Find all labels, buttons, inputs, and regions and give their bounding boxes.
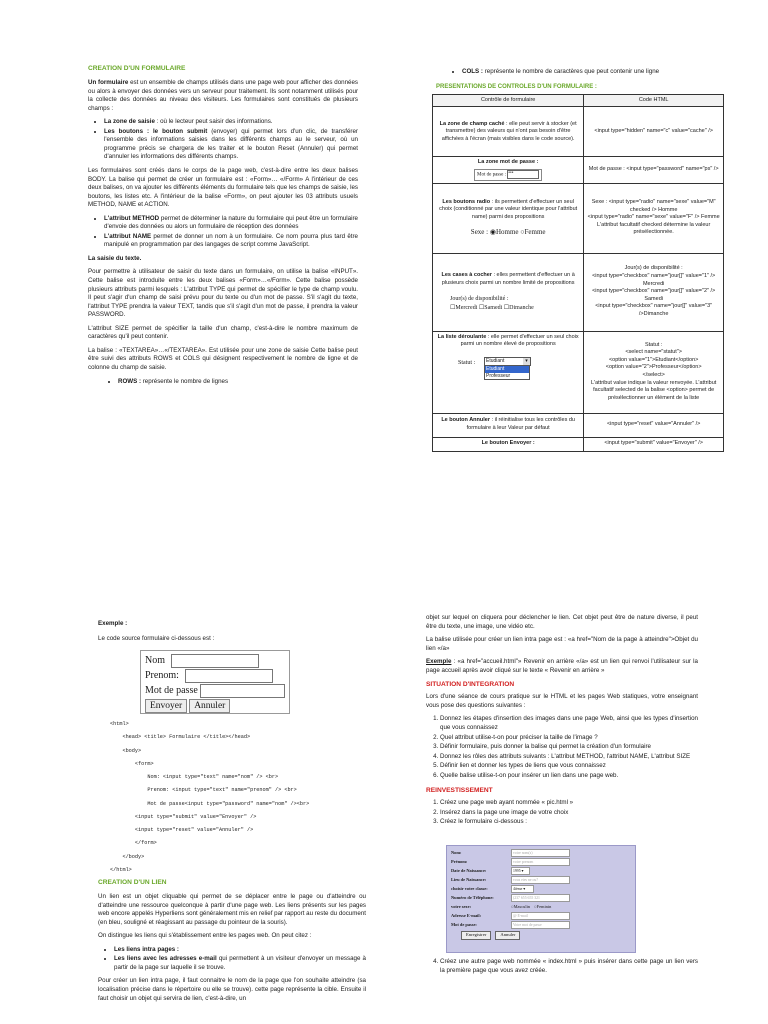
password-field[interactable]	[507, 170, 539, 179]
radio-option: Homme	[495, 227, 519, 236]
checkbox-icon[interactable]: ☐	[478, 304, 485, 311]
html-code-block: <html> <head> <title> Formulaire </title></head> <body> <form> Nom: <input type="text" name="nom" /> <br> Prenom: <input type="text" name="prenom" /> <br> Mot de passe<input type="password" name="nom" /><br> <input type="submit" value="Envoyer" /> <input type="reset" value="Annuler" /> </form> </body> </html>	[110, 721, 310, 873]
field-label: Nom:	[451, 850, 462, 856]
text: : «a href="accueil.html"» Revenir en arrière «/a» est un lien qui renvoi l'utilisateur sur la page accueil après avoir cliqué sur le texte « Revenir en arrière »	[426, 658, 698, 674]
column-header: Code HTML	[584, 94, 724, 107]
task-list	[426, 799, 698, 827]
list-item	[104, 128, 358, 162]
code-line: <input type="checkbox" name="jour[]" value="1" />	[592, 273, 716, 280]
bold-term: La zone de saisie	[104, 118, 155, 126]
bullet-list	[88, 378, 358, 387]
controls-table	[432, 94, 724, 452]
paragraph	[426, 658, 698, 675]
form-row	[145, 698, 285, 713]
form-row	[451, 876, 631, 885]
list-item: 4. Créez une autre page web nommée « index.html » puis insérer dans cette page un lien vers la première page que vous avez créée.	[440, 958, 698, 975]
code-line: <input type="checkbox" name="jour[]" value="2" />	[592, 288, 716, 295]
list-item: 6. Quelle balise utilise-t-on pour insérer un lien dans une page web.	[440, 772, 698, 781]
code-line: L'attribut facultatif checked détermine la valeur présélectionnée.	[597, 221, 711, 236]
text: : elle peut servir à stocker (et transmettre) des valeurs qui n'ont pas besoin d'être affichées à l'écran (mais visibles dans le code source).	[441, 120, 577, 142]
select-value: 4ième	[513, 887, 523, 891]
table-cell: <input type="hidden" name="c" value="cache" />	[584, 107, 724, 157]
prenom-input[interactable]	[185, 669, 273, 683]
page2-left-lower	[98, 878, 366, 1008]
bold-term: Le bouton Envoyer :	[481, 440, 535, 447]
section-title-reinvestissement: REINVESTISSEMENT	[426, 787, 493, 795]
bold-term: Le bouton Annuler	[441, 417, 490, 424]
bold-term: COLS :	[462, 68, 483, 75]
list-item: 3. Définir formulaire, puis donner la balise qui permet la création d'un formulaire	[440, 743, 698, 752]
prenom-input[interactable]: votre prenom	[511, 858, 570, 866]
table-cell	[433, 107, 584, 157]
text: : ils permettent d'effectuer un seul choix (conditionné par une valeur identique pour l'attribut name) parmi des propositions	[439, 198, 578, 220]
list-item: 1. Créez une page web ayant nommée « pic.html »	[440, 799, 698, 808]
form-row	[451, 893, 631, 902]
nom-input[interactable]	[171, 654, 259, 668]
form-row	[451, 902, 631, 911]
form-row	[451, 885, 631, 894]
paragraph: Le code source formulaire ci-dessous est :	[98, 634, 215, 642]
field-label: Prenom:	[145, 669, 179, 681]
code-line: <select name="statut">	[625, 349, 682, 356]
paragraph: On distingue les liens qui s'établissement entre les pages web. On peut citez :	[98, 932, 312, 940]
nom-input[interactable]: votre nom(s)	[511, 849, 570, 857]
chevron-down-icon: ▾	[523, 358, 530, 365]
form-row	[451, 867, 631, 876]
bullet-list	[88, 215, 358, 250]
code-line: Sexe : <input type="radio" name="sexe" value="M" checked /> Homme	[591, 199, 716, 213]
radio-checked-icon[interactable]: ◉	[489, 227, 496, 236]
table-row	[433, 413, 724, 437]
text: : elles permettent d'effectuer un à plusieurs choix parmi un nombre limité de propositions	[441, 272, 575, 286]
table-cell	[433, 253, 584, 331]
radio-option: Feminin	[536, 903, 552, 909]
bold-term: Les cases à cocher	[441, 272, 492, 279]
bold-term: Les boutons radio	[442, 198, 491, 205]
table-cell	[584, 331, 724, 413]
bold-term: Les boutons : le bouton submit	[104, 127, 208, 135]
select-value: 1995	[513, 869, 521, 874]
field-label: Mot de passe:	[451, 921, 477, 927]
table-row	[433, 183, 724, 253]
text: permet de déterminer la nature du formulaire qui peut être un formulaire d'envoie des données ou alors un formulaire de réception des données	[104, 214, 358, 231]
bold-term: La liste déroulante	[437, 333, 487, 340]
paragraph: La balise utilisée pour créer un lien intra page est : «a href="Nom de la page à atteindre">Objet du lien «/a»	[426, 636, 698, 652]
code-line: Statut :	[644, 341, 663, 348]
radio-unchecked-icon[interactable]: ○	[534, 903, 537, 909]
code-line: <input type="checkbox" name="jour[]" value="3" />Dimanche	[595, 303, 713, 317]
page2-left-column	[98, 620, 366, 643]
list-item: 1. Donnez les étapes d'insertion des images dans une page Web, ainsi que les types d'insertion que vous connaissez	[440, 715, 698, 732]
text: permet de donner un nom à un formulaire. Ce nom pourra plus tard être manipulé en programmation par des langages de script comme JavaScript.	[104, 232, 359, 249]
checkbox-option: Mercredi	[455, 304, 478, 311]
list-item	[114, 955, 366, 972]
page2-right-column	[426, 614, 698, 831]
checkbox-icon[interactable]: ☐	[503, 304, 510, 311]
field-label: Nom	[145, 654, 165, 666]
list-item: 5. Définir lien et donner les types de liens que vous connaissez	[440, 762, 698, 771]
field-label: Lieu de Naissance:	[451, 877, 487, 883]
exemple-heading	[98, 620, 366, 629]
table-cell	[433, 437, 584, 451]
table-row	[433, 157, 724, 183]
table-row	[433, 107, 724, 157]
subheading	[88, 255, 358, 264]
table-cell	[584, 253, 724, 331]
code-line: <option value="1">Etudiant</option>	[608, 356, 699, 363]
bold-term: La zone mot de passe :	[477, 159, 539, 166]
section-title-lien: CREATION D'UN LIEN	[98, 879, 167, 886]
annuler-button[interactable]: Annuler	[495, 931, 520, 939]
code-line: </select>	[642, 372, 665, 378]
field-label: Numéro de Téléphone:	[451, 894, 494, 900]
text: (envoyer) qui permet lors d'un clic, de transférer l'ensemble des informations saisies dans les différents champs au le serveur, où un programme précis se chargera de les traiter et le bouton Reset (Annuler) qui permet d'annuler les informations des différents champs.	[104, 127, 358, 161]
list-item	[104, 118, 358, 127]
form-row	[451, 920, 631, 929]
table-cell: <input type="reset" value="Annuler" />	[584, 413, 724, 437]
bold-term: ROWS :	[118, 377, 142, 385]
radio-unchecked-icon[interactable]: ○	[520, 227, 525, 236]
form-row	[145, 653, 285, 668]
bold-term: Les liens avec les adresses e-mail	[114, 955, 217, 963]
code-line: Mercredi	[642, 280, 665, 287]
paragraph: Pour créer un lien intra page, il faut connaitre le nom de la page que l'on souhaite atteindre (sa localisation précise dans le répertoire ou elle se trouve). cette page représente la cible. Ensuite il faut choisir un objet qui servira de lien, c'est-à-dire, un	[98, 977, 366, 1002]
list-item: 2. Insérez dans la page une image de votre choix	[440, 809, 698, 818]
table-row	[433, 253, 724, 331]
email-input[interactable]: @ E-mail	[511, 912, 570, 920]
field-label: votre sexe:	[451, 903, 472, 909]
date-select[interactable]: 1995 ▾	[511, 867, 530, 875]
bold-term: L'attribut METHOD	[104, 214, 160, 222]
list-item	[104, 215, 358, 232]
lieu-input[interactable]: vous etes ne ou?	[511, 876, 570, 884]
list-item	[104, 233, 358, 250]
section-title-integration: SITUATION D'INTEGRATION	[426, 681, 515, 689]
radio-unchecked-icon[interactable]: ○	[511, 903, 514, 909]
text: : où le lecteur peut saisir des informations.	[154, 118, 273, 126]
column-header: Contrôle de formulaire	[433, 94, 584, 107]
bullet-list	[428, 68, 726, 77]
bullet-list	[88, 118, 358, 162]
bold-term: Exemple	[426, 658, 452, 666]
paragraph: Un lien est un objet cliquable qui permet de se déplacer entre le page ou d'atteindre ou d'atteindre une ressource quelconque à partir d'une page web. Les liens présents sur les pages web encore appelés Hyperliens sont généralement mis en relief par rapport au reste du document (en bleu, souligné et réagissant au passage du pointeur de la souris).	[98, 893, 366, 926]
text: représente le nombre de lignes	[141, 377, 229, 385]
registration-form	[446, 845, 636, 953]
radio-option: Masculin	[513, 903, 530, 909]
table-cell	[584, 183, 724, 253]
code-line: <option value="2">Professeur</option>	[605, 364, 702, 371]
list-item	[118, 378, 358, 387]
table-row	[433, 331, 724, 413]
radio-demo	[436, 228, 580, 238]
table-cell: <input type="submit" value="Envoyer" />	[584, 437, 724, 451]
form-row	[145, 668, 285, 683]
password-input[interactable]	[200, 684, 285, 698]
paragraph	[88, 79, 358, 113]
bold-term: Un formulaire	[88, 79, 129, 87]
field-label: Adresse E-mail:	[451, 912, 482, 918]
checkbox-option: Samedi	[484, 304, 503, 311]
field-label: Date de Naissance:	[451, 868, 487, 874]
code-line: Jour(s) de disponibilité :	[624, 265, 683, 272]
password-value: •••	[508, 170, 514, 176]
section-title-controles: PRESENTATIONS DE CONTROLES D'UN FORMULAIRE :	[436, 83, 597, 90]
text: qui permettent à un visiteur d'envoyer un message à partir de la page sur laquelle il se trouve.	[114, 955, 366, 971]
list-item: 3. Créez le formulaire ci-dessous :	[440, 818, 698, 827]
paragraph: La balise : «TEXTAREA»…«/TEXTAREA». Est utilisée pour une zone de saisie Cette balise peut être suivi des attributs ROWS et COLS qui désignent respectivement le nombre de ligne et de colonne du champ de saisie.	[88, 346, 358, 371]
code-line: Samedi	[644, 295, 663, 302]
field-label: Prénom:	[451, 859, 468, 865]
text: représente le nombre de caractères que peut contenir une ligne	[482, 68, 660, 75]
form-row	[451, 911, 631, 920]
annuler-button[interactable]: Annuler	[189, 699, 230, 713]
paragraph: Les formulaires sont créés dans le corps de la page web, c'est-à-dire entre les deux balises BODY. La balise qui permet de créer un formulaire est : «Form»… «/Form» A l'intérieur de ces deux balises, on va ajouter les différents éléments du formulaire tels que les champs de saisie, les boutons, les listes etc. A l'intérieur de la balise «Form», on peut ajouter les 03 attributs usuels METHOD, NAME et ACTION.	[88, 167, 358, 209]
password-demo	[474, 169, 542, 181]
paragraph: Lors d'une séance de cours pratique sur le HTML et les pages Web statiques, votre enseignant vous pose des questions suivantes :	[426, 693, 698, 709]
section-title-formulaire: CREATION D'UN FORMULAIRE	[88, 65, 186, 72]
checkbox-label: Jour(s) de disponibilité :	[450, 296, 509, 303]
tel-input[interactable]: (237 655 655 321	[511, 894, 570, 902]
bold-term: Les liens intra pages :	[114, 945, 179, 953]
table-header-row	[433, 94, 724, 107]
select-value: Etudiant	[486, 357, 505, 364]
paragraph: L'attribut SIZE permet de spécifier la taille d'un champ, c'est-à-dire le nombre maximum de caractères qu'il peut contenir.	[88, 324, 358, 341]
password-label: Mot de passe :	[477, 172, 507, 178]
select-options	[484, 365, 530, 381]
bullet-list	[98, 946, 366, 973]
checkbox-option: Dimanche	[509, 304, 534, 311]
form-row	[451, 858, 631, 867]
page2-right-footer	[426, 958, 698, 979]
envoyer-button[interactable]: Envoyer	[145, 699, 187, 713]
password-input[interactable]: Votre mot de passe	[511, 921, 570, 929]
task-list-continued	[426, 958, 698, 975]
code-line: L'attribut value indique la valeur renvoyée. L'attribut facultatif selected de la balise <option> permet de présélectionner un élément de la liste	[590, 379, 717, 401]
table-cell	[433, 331, 584, 413]
field-label: Mot de passe	[145, 684, 198, 696]
text: est un ensemble de champs utilisés dans une page web pour afficher des données ou alors à envoyer des données vers un serveur pour traitement. Ils sont notamment utilisés pour la collecte des données au niveau des visiteurs. Les formulaires sont constitués de plusieurs champs :	[88, 79, 358, 112]
table-cell	[433, 413, 584, 437]
classe-select[interactable]: 4ième ▾	[511, 885, 534, 893]
bold-term: La zone de champ caché	[439, 120, 505, 127]
bold-term: La saisie du texte.	[88, 254, 142, 262]
form-row	[451, 849, 631, 858]
code-listing	[110, 718, 360, 877]
example-form	[140, 650, 290, 714]
enregistrer-button[interactable]: Enregistrer	[461, 931, 491, 939]
list-item	[462, 68, 726, 77]
page1-right-column	[428, 68, 726, 452]
table-cell	[433, 183, 584, 253]
select-label: Statut :	[458, 359, 476, 366]
paragraph: Pour permettre à utilisateur de saisir du texte dans un formulaire, on utilise la balise «INPUT». Cette balise est introduite entre les deux balises «Form»…«/Form». Cette balise possède plusieurs attributs parmi lesquels : L'attribut TYPE qui permet de spécifier le type de champ voulu. Il peut s'agir d'un champ de saisi prévu pour du texte ou d'un mot de passe. S'il s'agit du texte, l'attribut TYPE prendra la valeur TEXT, tandis que s'il s'agit d'un mot de passe, il prendra la valeur PASSWORD.	[88, 268, 358, 319]
table-cell: Mot de passe : <input type="password" name="ps" />	[584, 157, 724, 183]
page1-left-column	[88, 64, 358, 391]
select-option[interactable]: Professeur	[486, 372, 511, 379]
list-item: 4. Donnez les rôles des attributs suivants : L'attribut METHOD, l'attribut NAME, L'attribut SIZE	[440, 753, 698, 762]
bold-term: L'attribut NAME	[104, 232, 152, 240]
bold-term: Exemple :	[98, 620, 128, 627]
question-list	[426, 715, 698, 780]
field-label: choisir votre classe:	[451, 885, 488, 891]
radio-option: Femme	[524, 227, 546, 236]
radio-label: Sexe :	[470, 227, 489, 236]
text: : elle permet d'effectuer un seul choix parmi un nombre élevé de propositions	[460, 333, 579, 348]
table-cell	[433, 157, 584, 183]
table-row	[433, 437, 724, 451]
select-demo	[436, 357, 580, 391]
list-item	[114, 946, 366, 955]
list-item: 2. Quel attribut utilise-t-on pour préciser la taille de l'image ?	[440, 734, 698, 743]
form-buttons	[451, 931, 631, 940]
checkbox-demo	[436, 295, 580, 312]
text: : il réinitialise tous les contrôles du formulaire à leur Valeur par défaut	[466, 417, 575, 431]
code-line: <input type="radio" name="sexe" value="F" /> Femme	[587, 214, 720, 221]
paragraph: objet sur lequel on cliquera pour déclencher le lien. Cet objet peut être de nature diverse, il peut être du texte, une image, une vidéo etc.	[426, 614, 698, 630]
form-row	[145, 683, 285, 698]
select-option-highlighted[interactable]: Etudiant	[485, 366, 529, 373]
checkbox-icon[interactable]: ☐	[450, 304, 456, 311]
